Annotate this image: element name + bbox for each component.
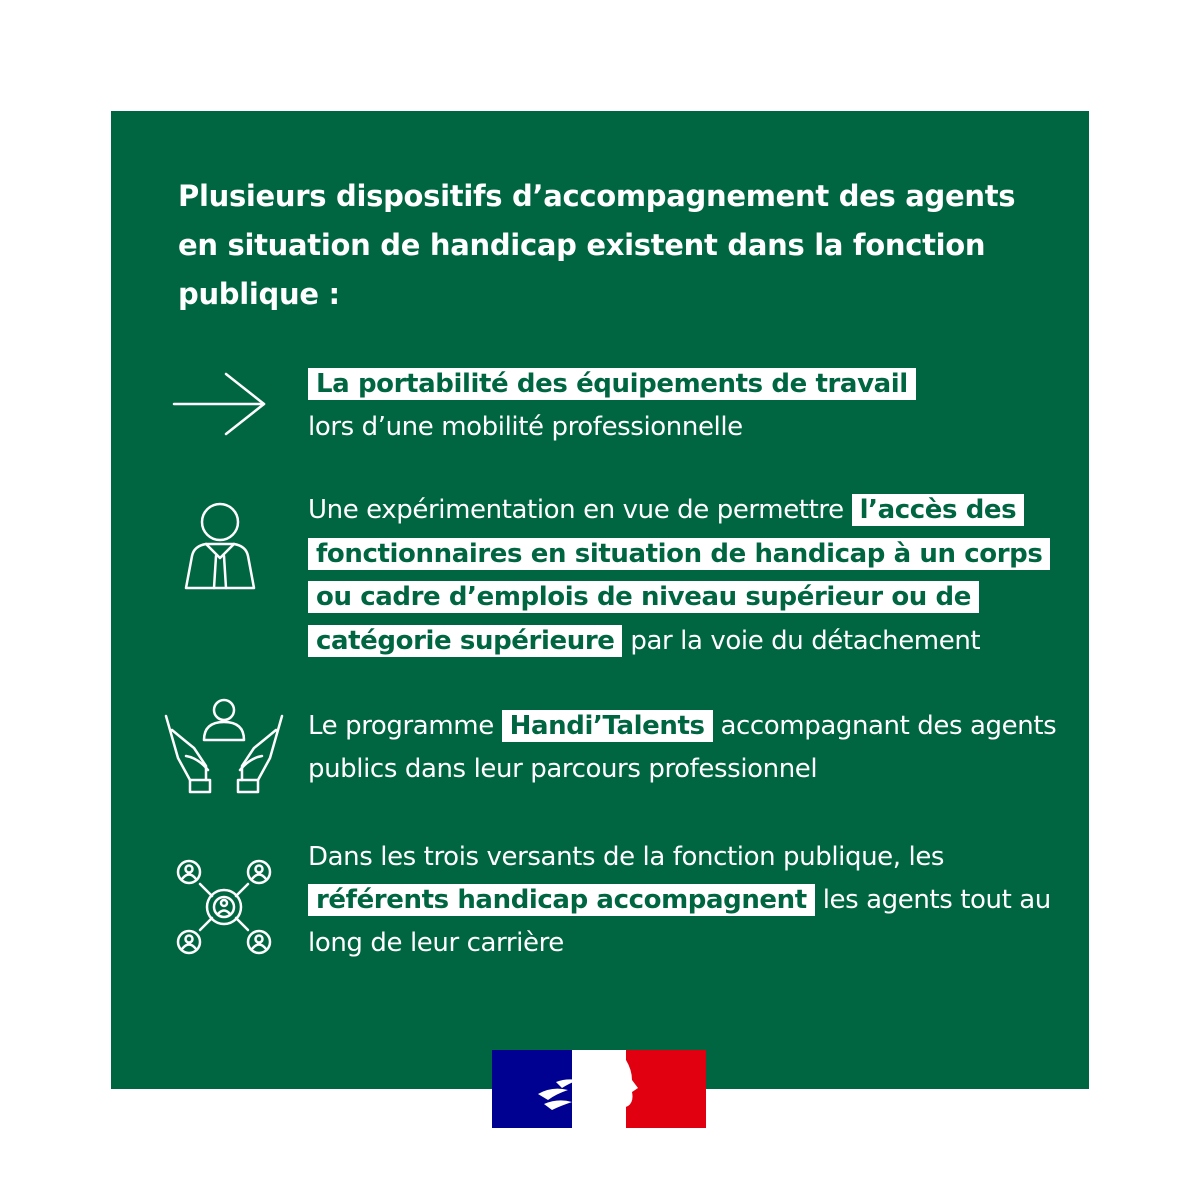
arrow-right-icon: [172, 372, 268, 436]
item-highlight: La portabilité des équipements de travail: [308, 368, 916, 400]
item-referents: [308, 836, 1068, 965]
item-text-after: les agents tout au long de leur carrière: [308, 885, 1051, 958]
item-text-before: Le programme: [308, 711, 494, 741]
item-text-after: par la voie du détachement: [630, 625, 981, 656]
item-text-after: lors d’une mobilité professionnelle: [308, 412, 743, 442]
person-icon: [182, 500, 258, 592]
network-people-icon: [172, 854, 276, 960]
item-text-before: Une expérimentation en vue de permettre: [308, 495, 844, 525]
item-highlight: l’accès des fonctionnaires en situation de handicap à un corps ou cadre d’emplois de niveau supérieur ou de catégorie supérieure: [308, 494, 1050, 657]
item-experimentation: [308, 489, 1068, 663]
item-handitalents: [308, 705, 1068, 791]
item-equipment-portability: [308, 363, 1068, 449]
marianne-logo: [492, 1050, 706, 1128]
item-highlight: Handi’Talents: [502, 710, 713, 742]
item-text-before: Dans les trois versants de la fonction publique, les: [308, 842, 945, 872]
item-text-after: accompagnant des agents publics dans leur parcours professionnel: [308, 711, 1057, 784]
heading: Plusieurs dispositifs d’accompagnement des agents en situation de handicap existent dans la fonction publique :: [178, 179, 1016, 311]
item-highlight: référents handicap accompagnent: [308, 884, 815, 916]
hands-holding-person-icon: [162, 696, 286, 796]
